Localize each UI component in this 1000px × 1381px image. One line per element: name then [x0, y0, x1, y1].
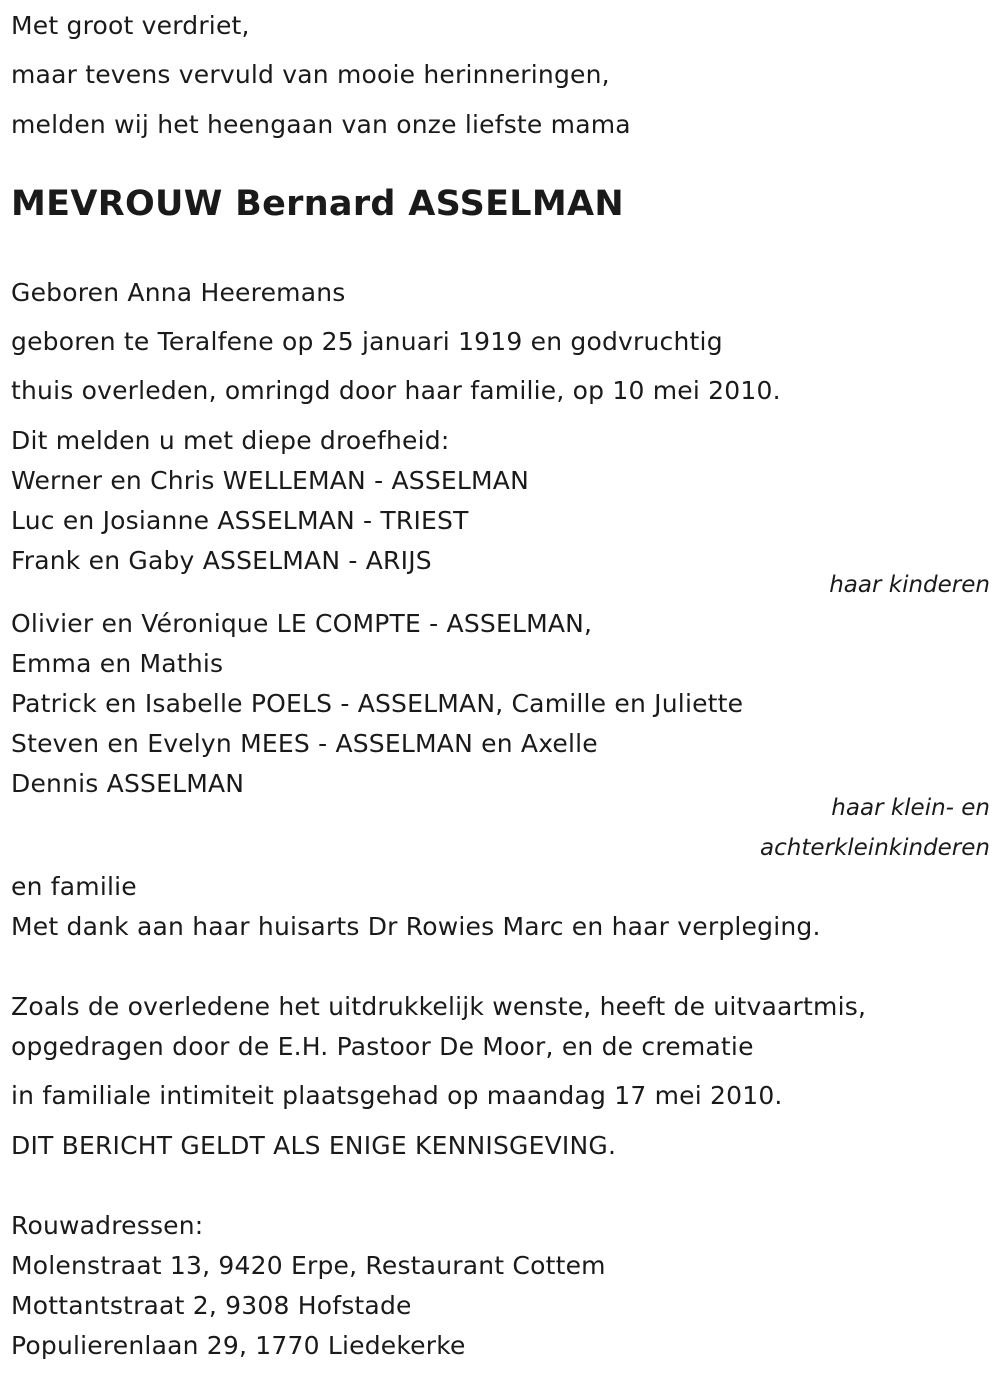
grandchild-line-4: Steven en Evelyn MEES - ASSELMAN en Axelle [11, 729, 598, 758]
address-line-3: Populierenlaan 29, 1770 Liedekerke [11, 1331, 466, 1360]
funeral-line-2: opgedragen door de E.H. Pastoor De Moor, en de crematie [11, 1032, 754, 1061]
funeral-line-3: in familiale intimiteit plaatsgehad op maandag 17 mei 2010. [11, 1081, 783, 1110]
grandchild-line-3: Patrick en Isabelle POELS - ASSELMAN, Camille en Juliette [11, 689, 744, 718]
birth-line: geboren te Teralfene op 25 januari 1919 en godvruchtig [11, 327, 723, 356]
born-as-line: Geboren Anna Heeremans [11, 278, 346, 307]
deceased-name: MEVROUW Bernard ASSELMAN [11, 184, 625, 224]
address-line-1: Molenstraat 13, 9420 Erpe, Restaurant Cottem [11, 1251, 606, 1280]
grandchildren-label-2: achterkleinkinderen [760, 835, 990, 861]
death-line: thuis overleden, omringd door haar familie, op 10 mei 2010. [11, 376, 781, 405]
grandchild-line-2: Emma en Mathis [11, 649, 224, 678]
grandchild-line-5: Dennis ASSELMAN [11, 769, 245, 798]
addresses-heading: Rouwadressen: [11, 1211, 204, 1240]
children-label: haar kinderen [829, 572, 990, 598]
child-line-3: Frank en Gaby ASSELMAN - ARIJS [11, 546, 432, 575]
announcement-intro: Dit melden u met diepe droefheid: [11, 426, 450, 455]
family-line: en familie [11, 872, 137, 901]
intro-line-3: melden wij het heengaan van onze liefste mama [11, 110, 631, 139]
notice-line: DIT BERICHT GELDT ALS ENIGE KENNISGEVING. [11, 1131, 617, 1160]
grandchildren-label-1: haar klein- en [831, 795, 990, 821]
thanks-line: Met dank aan haar huisarts Dr Rowies Marc en haar verpleging. [11, 912, 821, 941]
funeral-line-1: Zoals de overledene het uitdrukkelijk wenste, heeft de uitvaartmis, [11, 992, 867, 1021]
intro-line-1: Met groot verdriet, [11, 11, 250, 40]
grandchild-line-1: Olivier en Véronique LE COMPTE - ASSELMAN, [11, 609, 593, 638]
address-line-2: Mottantstraat 2, 9308 Hofstade [11, 1291, 412, 1320]
child-line-2: Luc en Josianne ASSELMAN - TRIEST [11, 506, 469, 535]
child-line-1: Werner en Chris WELLEMAN - ASSELMAN [11, 466, 529, 495]
intro-line-2: maar tevens vervuld van mooie herinneringen, [11, 60, 610, 89]
